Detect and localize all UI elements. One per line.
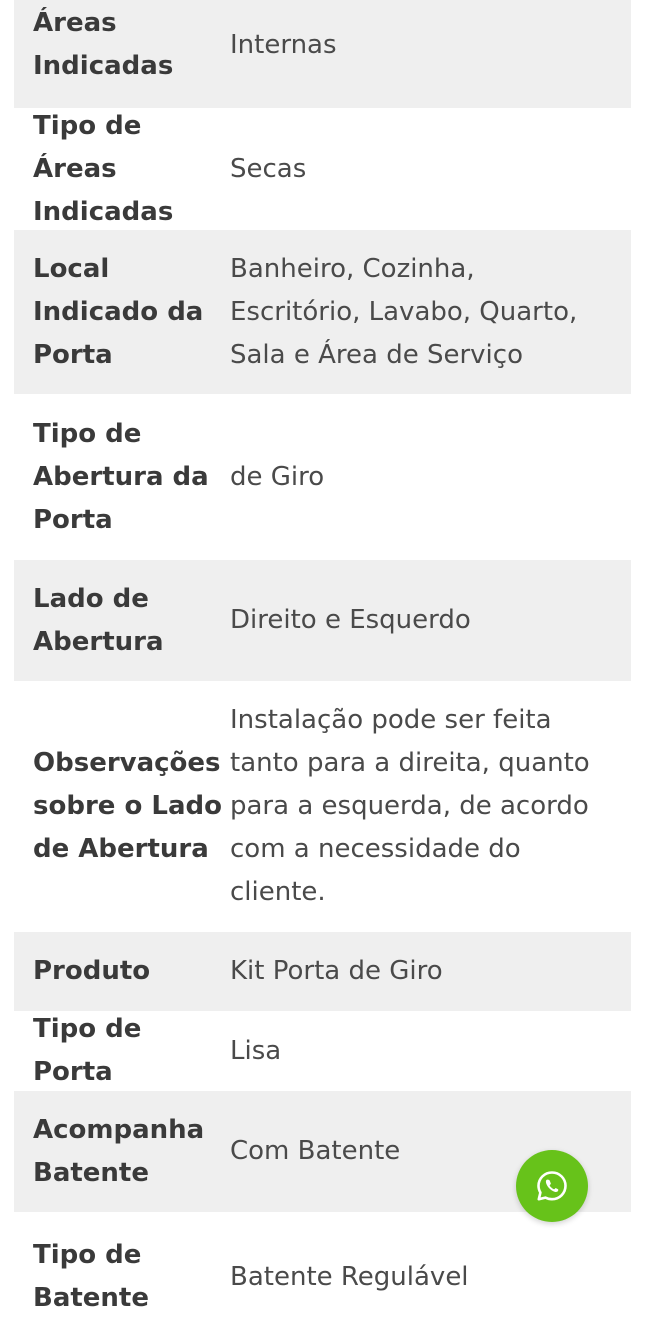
product-spec-table [14,0,631,1342]
spec-label: Local Indicado da Porta [33,253,204,370]
spec-label: Acompanha Batente [33,1114,205,1188]
spec-label: Tipo de Porta [33,1014,142,1087]
spec-label: Observações sobre o Lado de Abertura [33,748,222,864]
spec-value: Banheiro, Cozinha, Escritório, Lavabo, Quarto, Sala e Área de Serviço [230,253,578,370]
spec-value: de Giro [230,461,325,492]
spec-row-tipo-areas [14,108,631,230]
spec-row-areas-indicadas [14,0,631,108]
spec-row-tipo-porta [14,1011,631,1091]
spec-row-produto [14,932,631,1011]
spec-row-tipo-batente [14,1212,631,1342]
spec-value: Batente Regulável [230,1261,469,1292]
spec-value: Kit Porta de Giro [230,956,443,986]
whatsapp-icon [535,1169,569,1203]
spec-label: Lado de Abertura [33,583,164,657]
spec-label: Áreas Indicadas [33,8,174,81]
spec-value: Internas [230,29,337,60]
spec-value: Direito e Esquerdo [230,605,471,635]
spec-label: Produto [33,956,151,986]
spec-value: Lisa [230,1035,282,1066]
spec-row-observacoes [14,681,631,932]
spec-value: Secas [230,153,307,184]
spec-label: Tipo de Áreas Indicadas [33,110,174,227]
spec-row-lado-abertura [14,560,631,681]
spec-label: Tipo de Batente [33,1240,149,1313]
spec-value: Instalação pode ser feita tanto para a direita, quanto para a esquerda, de acordo com a necessidade do cliente. [230,705,590,907]
whatsapp-chat-button[interactable] [516,1150,588,1222]
spec-row-tipo-abertura [14,394,631,560]
spec-row-local-indicado [14,230,631,394]
spec-label: Tipo de Abertura da Porta [33,418,209,535]
spec-value: Com Batente [230,1136,401,1166]
